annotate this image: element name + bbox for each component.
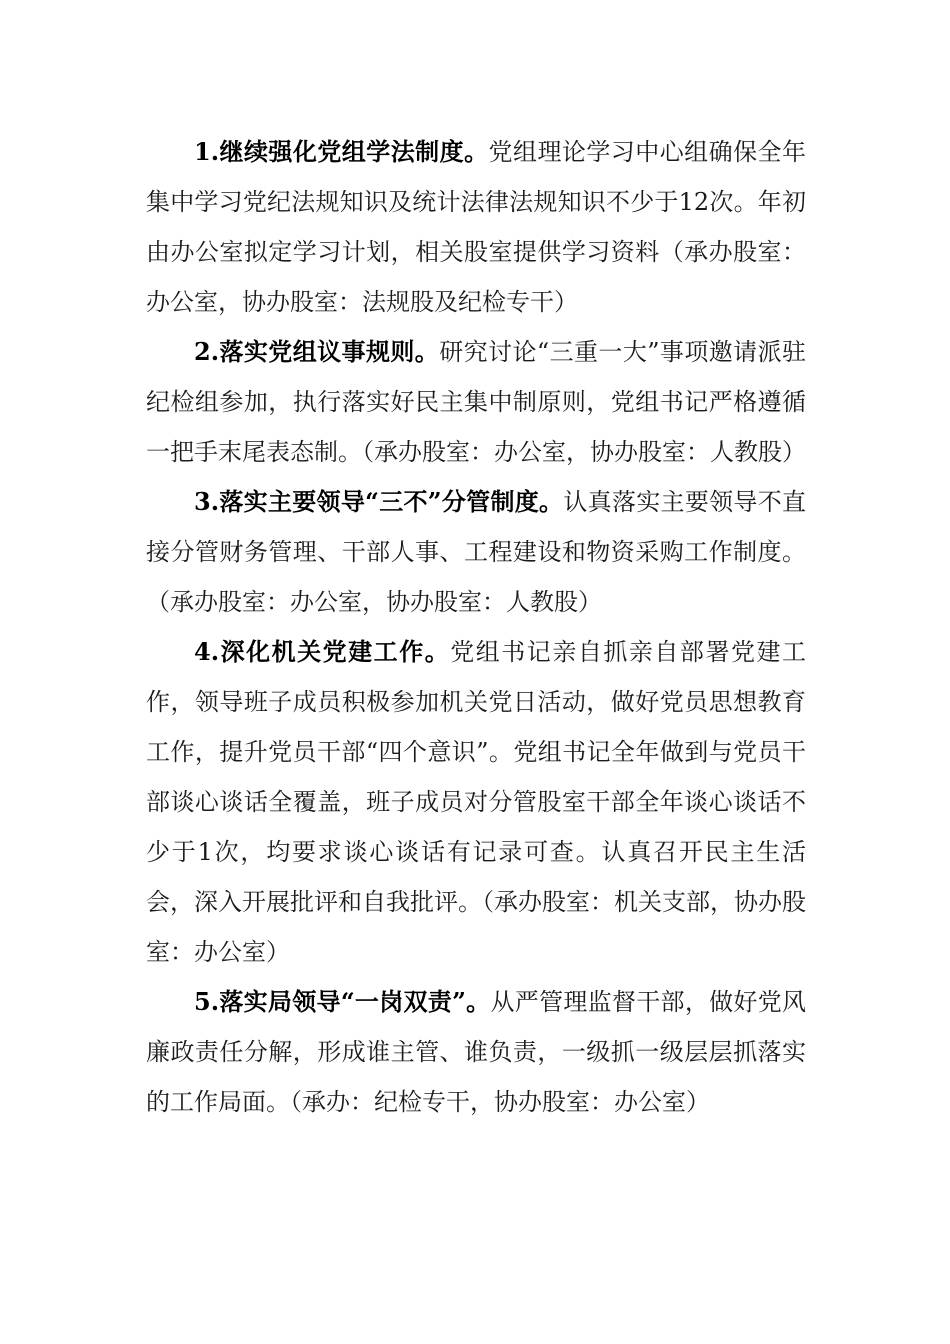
paragraph-text: 研究讨论“三重一大”事项邀请派驻纪检组参加，执行落实好民主集中制原则，党组书记严格遵循一把手末尾表态制。（承办股室：办公室，协办股室：人教股）	[146, 338, 806, 466]
paragraph-title: 4.深化机关党建工作。	[194, 637, 451, 666]
paragraph-title: 5.落实局领导“一岗双责”。	[194, 987, 491, 1016]
paragraph-text: 认真落实主要领导不直接分管财务管理、干部人事、工程建设和物资采购工作制度。（承办股室：办公室，协办股室：人教股）	[146, 488, 806, 616]
document-body	[146, 127, 806, 1127]
paragraph-text: 党组理论学习中心组确保全年集中学习党纪法规知识及统计法律法规知识不少于12次。年初由办公室拟定学习计划，相关股室提供学习资料（承办股室：办公室，协办股室：法规股及纪检专干）	[146, 138, 806, 316]
paragraph-title: 3.落实主要领导“三不”分管制度。	[194, 487, 564, 516]
paragraph-title: 2.落实党组议事规则。	[194, 337, 440, 366]
paragraph-item-3	[146, 477, 806, 627]
paragraph-text: 从严管理监督干部，做好党风廉政责任分解，形成谁主管、谁负责，一级抓一级层层抓落实的工作局面。（承办：纪检专干，协办股室：办公室）	[146, 988, 807, 1116]
paragraph-item-1	[146, 127, 806, 327]
paragraph-item-2	[146, 327, 806, 477]
paragraph-item-4	[146, 627, 806, 977]
paragraph-text: 党组书记亲自抓亲自部署党建工作，领导班子成员积极参加机关党日活动，做好党员思想教育工作，提升党员干部“四个意识”。党组书记全年做到与党员干部谈心谈话全覆盖，班子成员对分管股室干部全年谈心谈话不少于1次，均要求谈心谈话有记录可查。认真召开民主生活会，深入开展批评和自我批评。（承办股室：机关支部，协办股室：办公室）	[146, 638, 806, 966]
paragraph-title: 1.继续强化党组学法制度。	[194, 137, 489, 166]
paragraph-item-5	[146, 977, 806, 1127]
